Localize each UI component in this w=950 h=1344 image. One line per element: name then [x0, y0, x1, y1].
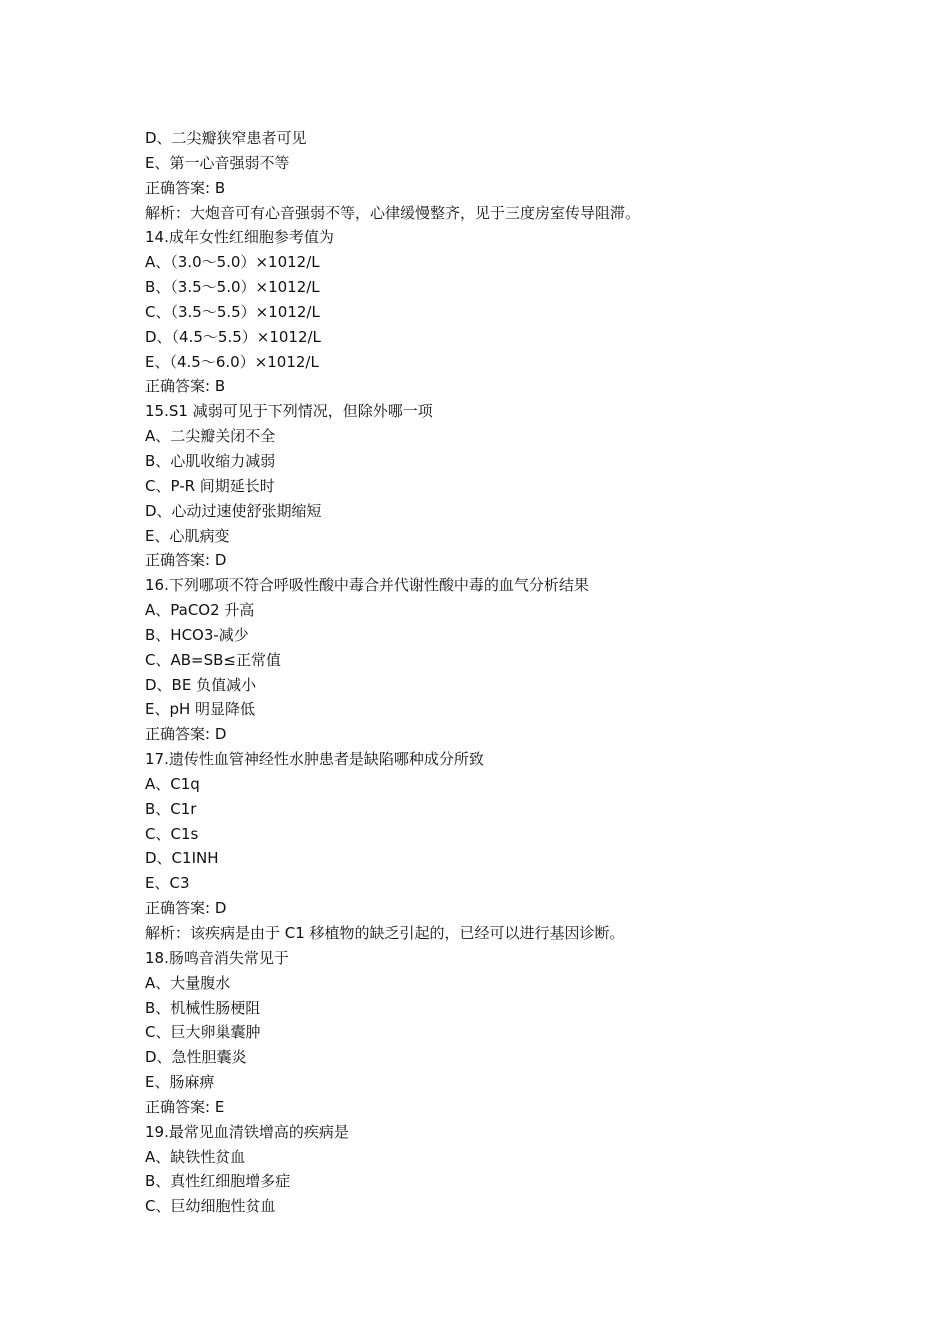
- option-line: A、PaCO2 升高: [145, 601, 255, 620]
- option-line: D、BE 负值减小: [145, 675, 257, 694]
- option-line: C、C1s: [145, 824, 199, 843]
- answer-line: 正确答案: D: [145, 551, 227, 570]
- option-line: E、C3: [145, 874, 190, 893]
- document-body: [145, 126, 845, 1219]
- question-line: 14.成年女性红细胞参考值为: [145, 228, 334, 247]
- option-line: D、（4.5～5.5）×1012/L: [145, 327, 321, 346]
- option-line: B、C1r: [145, 799, 197, 818]
- option-line: C、巨大卵巢囊肿: [145, 1023, 261, 1042]
- question-line: 15.S1 减弱可见于下列情况，但除外哪一项: [145, 402, 433, 421]
- explanation-line: 解析：该疾病是由于 C1 移植物的缺乏引起的，已经可以进行基因诊断。: [145, 924, 625, 942]
- answer-line: 正确答案: B: [145, 377, 226, 396]
- question-line: 18.肠鸣音消失常见于: [145, 948, 289, 967]
- option-line: D、急性胆囊炎: [145, 1048, 247, 1067]
- option-line: B、HCO3-减少: [145, 625, 249, 644]
- option-line: D、二尖瓣狭窄患者可见: [145, 129, 307, 147]
- option-line: E、pH 明显降低: [145, 700, 256, 719]
- option-line: E、（4.5～6.0）×1012/L: [145, 352, 319, 371]
- option-line: A、二尖瓣关闭不全: [145, 427, 276, 446]
- option-line: B、（3.5～5.0）×1012/L: [145, 278, 320, 297]
- answer-line: 正确答案: B: [145, 178, 226, 197]
- option-line: A、缺铁性贫血: [145, 1147, 246, 1166]
- question-line: 16.下列哪项不符合呼吸性酸中毒合并代谢性酸中毒的血气分析结果: [145, 576, 589, 595]
- option-line: A、C1q: [145, 774, 200, 793]
- option-line: C、P-R 间期延长时: [145, 476, 275, 495]
- explanation-line: 解析：大炮音可有心音强弱不等，心律缓慢整齐，见于三度房室传导阻滞。: [145, 203, 641, 222]
- question-line: 17.遗传性血管神经性水肿患者是缺陷哪种成分所致: [145, 750, 484, 769]
- option-line: B、机械性肠梗阻: [145, 998, 261, 1017]
- option-line: C、巨幼细胞性贫血: [145, 1197, 276, 1216]
- option-line: E、第一心音强弱不等: [145, 153, 290, 172]
- option-line: C、AB=SB≤正常值: [145, 650, 281, 669]
- option-line: B、心肌收缩力减弱: [145, 451, 276, 470]
- answer-line: 正确答案: E: [145, 1097, 225, 1116]
- option-line: E、心肌病变: [145, 526, 230, 545]
- option-line: A、（3.0～5.0）×1012/L: [145, 253, 320, 272]
- answer-line: 正确答案: D: [145, 725, 227, 744]
- option-line: B、真性红细胞增多症: [145, 1172, 291, 1191]
- question-line: 19.最常见血清铁增高的疾病是: [145, 1122, 349, 1141]
- answer-line: 正确答案: D: [145, 899, 227, 918]
- option-line: A、大量腹水: [145, 973, 231, 992]
- option-line: E、肠麻痹: [145, 1073, 215, 1092]
- option-line: D、心动过速使舒张期缩短: [145, 501, 322, 520]
- option-line: C、（3.5～5.5）×1012/L: [145, 302, 320, 321]
- option-line: D、C1INH: [145, 849, 219, 868]
